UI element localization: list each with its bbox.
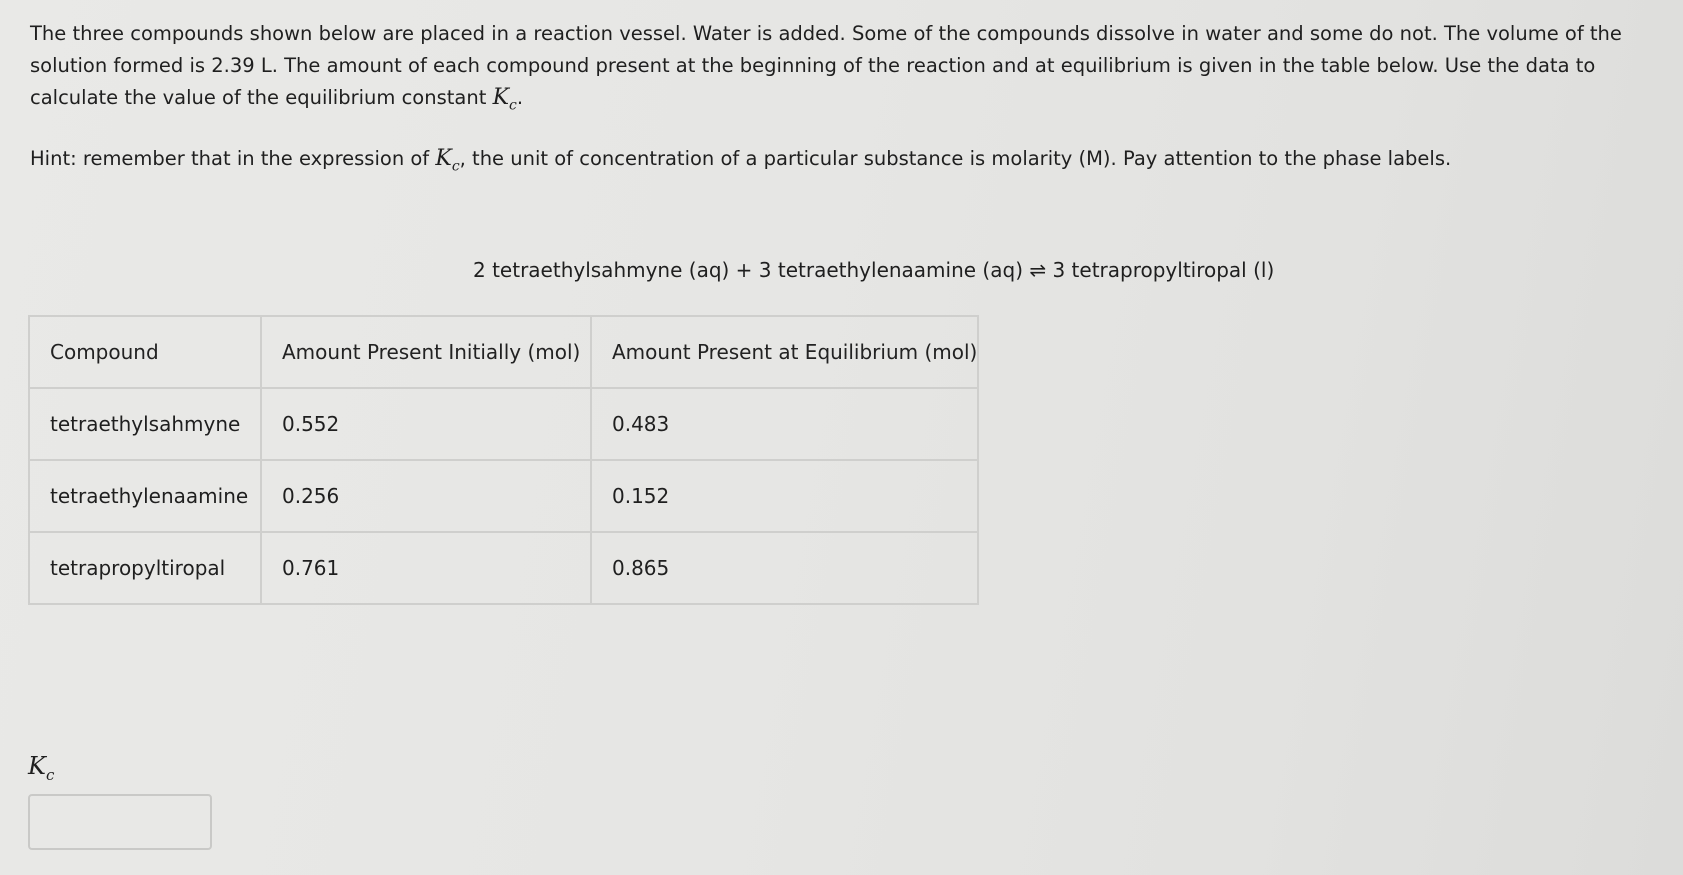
header-initial: Amount Present Initially (mol) — [261, 316, 591, 388]
compound-cell: tetrapropyltiropal — [29, 532, 261, 604]
hint-part2: , the unit of concentration of a particular substance is molarity (M). Pay attention to the phase labels. — [459, 147, 1452, 171]
table-header-row — [29, 316, 978, 388]
kc-label-letter: K — [28, 752, 46, 780]
equilibrium-cell: 0.152 — [591, 460, 978, 532]
table-row — [29, 460, 978, 532]
kc-label-subscript: c — [45, 765, 55, 784]
hint-text — [30, 143, 1650, 182]
compound-cell: tetraethylsahmyne — [29, 388, 261, 460]
hint-kc-symbol — [435, 146, 460, 175]
question-intro — [30, 18, 1660, 121]
reaction-equation: 2 tetraethylsahmyne (aq) + 3 tetraethylenaamine (aq) ⇌ 3 tetrapropyltiropal (l) — [473, 258, 1275, 282]
initial-cell: 0.256 — [261, 460, 591, 532]
data-table — [28, 315, 979, 605]
hint-kc-subscript: c — [451, 158, 460, 175]
equilibrium-cell: 0.865 — [591, 532, 978, 604]
intro-end: . — [516, 86, 524, 109]
kc-subscript: c — [509, 97, 517, 114]
hint-kc-letter: K — [435, 146, 452, 172]
kc-answer-input[interactable] — [28, 794, 212, 850]
intro-text: The three compounds shown below are placed in a reaction vessel. Water is added. Some of the compounds dissolve in water and some do not. The volume of the solution formed is 2.39 L. The amount of each compound present at the beginning of the reaction and at equilibrium is given in the table below. Use the data to calculate the value of the equilibrium constant — [30, 22, 1622, 109]
data-table-container — [28, 315, 979, 605]
table-row — [29, 388, 978, 460]
table-row — [29, 532, 978, 604]
compound-cell: tetraethylenaamine — [29, 460, 261, 532]
kc-symbol — [492, 85, 517, 114]
hint-part1: Hint: remember that in the expression of — [30, 147, 430, 171]
kc-letter: K — [492, 85, 509, 110]
header-compound: Compound — [29, 316, 261, 388]
header-equilibrium: Amount Present at Equilibrium (mol) — [591, 316, 978, 388]
kc-answer-label — [28, 752, 54, 784]
question-text — [30, 18, 1650, 183]
initial-cell: 0.552 — [261, 388, 591, 460]
equilibrium-cell: 0.483 — [591, 388, 978, 460]
initial-cell: 0.761 — [261, 532, 591, 604]
